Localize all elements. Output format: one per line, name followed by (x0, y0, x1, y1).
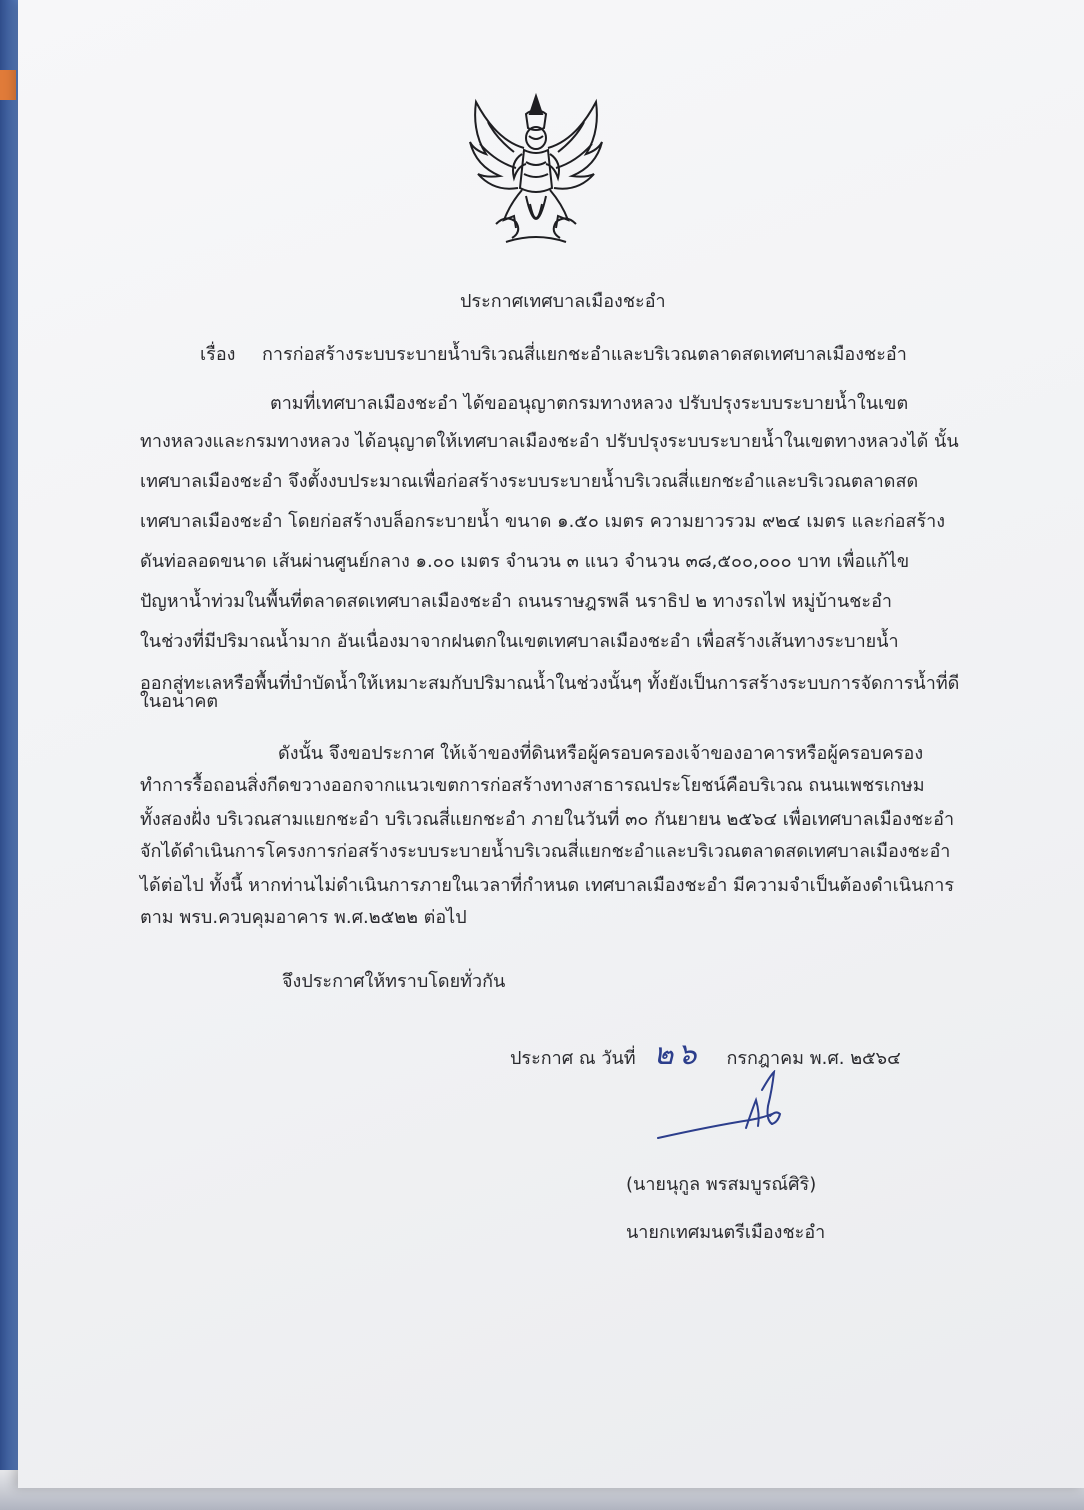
garuda-emblem-icon (466, 92, 606, 248)
paragraph1-line: ดันท่อลอดขนาด เส้นผ่านศูนย์กลาง ๑.๐๐ เมตร จำนวน ๓ แนว จำนวน ๓๘,๕๐๐,๐๐๐ บาท เพื่อแก้ไข (140, 551, 910, 572)
subject-text: การก่อสร้างระบบระบายน้ำบริเวณสี่แยกชะอำและบริเวณตลาดสดเทศบาลเมืองชะอำ (262, 344, 907, 365)
paragraph2-line: ได้ต่อไป ทั้งนี้ หากท่านไม่ดำเนินการภายในเวลาที่กำหนด เทศบาลเมืองชะอำ มีความจำเป็นต้องดำเนินการ (140, 875, 955, 896)
announcement-date (510, 1037, 901, 1072)
paragraph1-line: ตามที่เทศบาลเมืองชะอำ ได้ขออนุญาตกรมทางหลวง ปรับปรุงระบบระบายน้ำในเขต (270, 393, 909, 414)
paragraph1-line: เทศบาลเมืองชะอำ จึงตั้งงบประมาณเพื่อก่อสร้างระบบระบายน้ำบริเวณสี่แยกชะอำและบริเวณตลาดสด (140, 471, 919, 492)
paragraph2-line: ทั้งสองฝั่ง บริเวณสามแยกชะอำ บริเวณสี่แยกชะอำ ภายในวันที่ ๓๐ กันยายน ๒๕๖๔ เพื่อเทศบาลเมืองชะอำ (140, 809, 955, 830)
signer-name: (นายนุกูล พรสมบูรณ์ศิริ) (626, 1174, 817, 1195)
paragraph1-line: ออกสู่ทะเลหรือพื้นที่บำบัดน้ำให้เหมาะสมกับปริมาณน้ำในช่วงนั้นๆ ทั้งยังเป็นการสร้างระบบการจัดการน้ำที่ดี (140, 673, 960, 694)
date-suffix: กรกฎาคม พ.ศ. ๒๕๖๔ (726, 1048, 901, 1069)
paragraph2-line: จักได้ดำเนินการโครงการก่อสร้างระบบระบายน้ำบริเวณสี่แยกชะอำและบริเวณตลาดสดเทศบาลเมืองชะอำ (140, 841, 951, 862)
paragraph1-line: ในอนาคต (140, 691, 219, 712)
desk-background-orange (0, 70, 16, 100)
paragraph2-line: ดังนั้น จึงขอประกาศ ให้เจ้าของที่ดินหรือผู้ครอบครองเจ้าของอาคารหรือผู้ครอบครอง (278, 743, 924, 764)
closing-text: จึงประกาศให้ทราบโดยทั่วกัน (282, 971, 506, 992)
subject-label: เรื่อง (200, 344, 236, 365)
paragraph1-line: ปัญหาน้ำท่วมในพื้นที่ตลาดสดเทศบาลเมืองชะอำ ถนนราษฎรพลี นราธิป ๒ ทางรถไฟ หมู่บ้านชะอำ (140, 591, 892, 612)
paragraph1-line: ในช่วงที่มีปริมาณน้ำมาก อันเนื่องมาจากฝนตกในเขตเทศบาลเมืองชะอำ เพื่อสร้างเส้นทางระบายน้ำ (140, 631, 899, 652)
date-day-handwritten: ๒๖ (653, 1037, 701, 1072)
signer-position: นายกเทศมนตรีเมืองชะอำ (626, 1222, 826, 1243)
paragraph2-line: ตาม พรบ.ควบคุมอาคาร พ.ศ.๒๕๒๒ ต่อไป (140, 907, 467, 928)
paragraph1-line: ทางหลวงและกรมทางหลวง ได้อนุญาตให้เทศบาลเมืองชะอำ ปรับปรุงระบบระบายน้ำในเขตทางหลวงได้ นั้น (140, 431, 959, 452)
signature-icon (652, 1070, 802, 1150)
paragraph2-line: ทำการรื้อถอนสิ่งกีดขวางออกจากแนวเขตการก่อสร้างทางสาธารณประโยชน์คือบริเวณ ถนนเพชรเกษม (140, 775, 925, 796)
date-prefix: ประกาศ ณ วันที่ (510, 1048, 636, 1069)
document-title: ประกาศเทศบาลเมืองชะอำ (460, 291, 666, 312)
paragraph1-line: เทศบาลเมืองชะอำ โดยก่อสร้างบล็อกระบายน้ำ ขนาด ๑.๕๐ เมตร ความยาวรวม ๙๒๔ เมตร และก่อสร้าง (140, 511, 946, 532)
